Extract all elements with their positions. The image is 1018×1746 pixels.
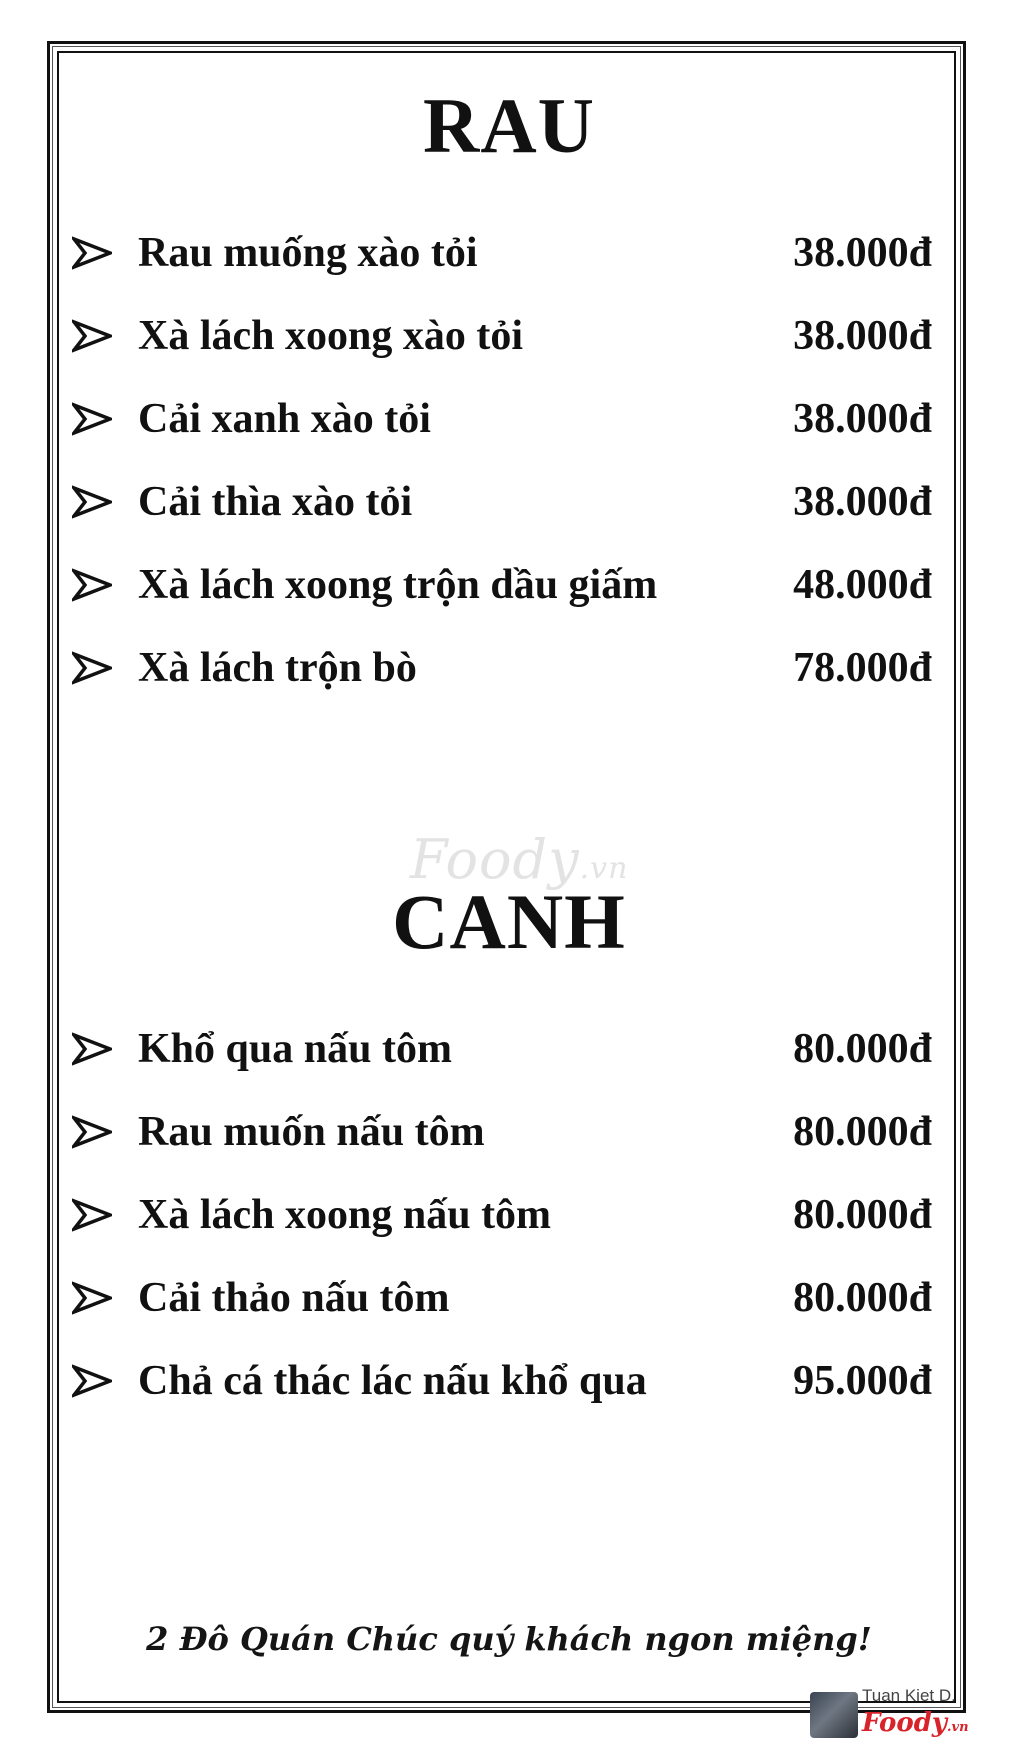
user-avatar[interactable] <box>810 1692 858 1738</box>
menu-item <box>72 1173 932 1256</box>
menu-item <box>72 1090 932 1173</box>
menu-item <box>72 211 932 294</box>
arrowhead-bullet-icon <box>72 1281 112 1315</box>
menu-item-price: 95.000đ <box>793 1357 932 1404</box>
arrowhead-bullet-icon <box>72 402 112 436</box>
menu-item-price: 38.000đ <box>793 478 932 525</box>
menu-item-price: 38.000đ <box>793 312 932 359</box>
menu-item-name: Xà lách xoong trộn dầu giấm <box>138 561 658 608</box>
menu-item <box>72 294 932 377</box>
arrowhead-bullet-icon <box>72 568 112 602</box>
menu-item-price: 80.000đ <box>793 1108 932 1155</box>
menu-item <box>72 377 932 460</box>
arrowhead-bullet-icon <box>72 1032 112 1066</box>
menu-item <box>72 1339 932 1422</box>
menu-item-price: 80.000đ <box>793 1274 932 1321</box>
menu-item-name: Xà lách trộn bò <box>138 644 417 691</box>
menu-list-rau <box>72 211 932 709</box>
menu-item <box>72 543 932 626</box>
menu-item-name: Rau muốn nấu tôm <box>138 1108 485 1155</box>
arrowhead-bullet-icon <box>72 1115 112 1149</box>
menu-item-name: Cải thảo nấu tôm <box>138 1274 450 1321</box>
arrowhead-bullet-icon <box>72 651 112 685</box>
menu-item-price: 38.000đ <box>793 395 932 442</box>
menu-item-price: 78.000đ <box>793 644 932 691</box>
menu-item-name: Khổ qua nấu tôm <box>138 1025 452 1072</box>
menu-item-name: Cải thìa xào tỏi <box>138 478 413 525</box>
menu-item-price: 48.000đ <box>793 561 932 608</box>
arrowhead-bullet-icon <box>72 319 112 353</box>
menu-item <box>72 626 932 709</box>
menu-item-price: 38.000đ <box>793 229 932 276</box>
watermark-suffix: .vn <box>579 851 629 886</box>
foody-logo-brand: Foody <box>862 1708 948 1738</box>
menu-item-name: Xà lách xoong nấu tôm <box>138 1191 552 1238</box>
arrowhead-bullet-icon <box>72 236 112 270</box>
menu-item-name: Chả cá thác lác nấu khổ qua <box>138 1357 647 1404</box>
section-title-rau: RAU <box>423 82 595 169</box>
menu-item-price: 80.000đ <box>793 1025 932 1072</box>
foody-logo[interactable] <box>862 1708 969 1738</box>
foody-logo-suffix: .vn <box>947 1720 969 1735</box>
menu-list-canh <box>72 1007 932 1422</box>
menu-item <box>72 460 932 543</box>
arrowhead-bullet-icon <box>72 1364 112 1398</box>
footer-greeting: 2 Đô Quán Chúc quý khách ngon miệng! <box>146 1620 872 1658</box>
menu-item <box>72 1007 932 1090</box>
uploader-name[interactable]: Tuan Kiet D. <box>862 1686 956 1705</box>
arrowhead-bullet-icon <box>72 1198 112 1232</box>
menu-item-price: 80.000đ <box>793 1191 932 1238</box>
menu-item <box>72 1256 932 1339</box>
watermark-brand: Foody <box>410 828 580 891</box>
uploader-credit[interactable] <box>810 1686 970 1742</box>
menu-item-name: Rau muống xào tỏi <box>138 229 478 276</box>
menu-item-name: Cải xanh xào tỏi <box>138 395 431 442</box>
menu-item-name: Xà lách xoong xào tỏi <box>138 312 524 359</box>
arrowhead-bullet-icon <box>72 485 112 519</box>
section-title-canh: CANH <box>392 878 626 965</box>
